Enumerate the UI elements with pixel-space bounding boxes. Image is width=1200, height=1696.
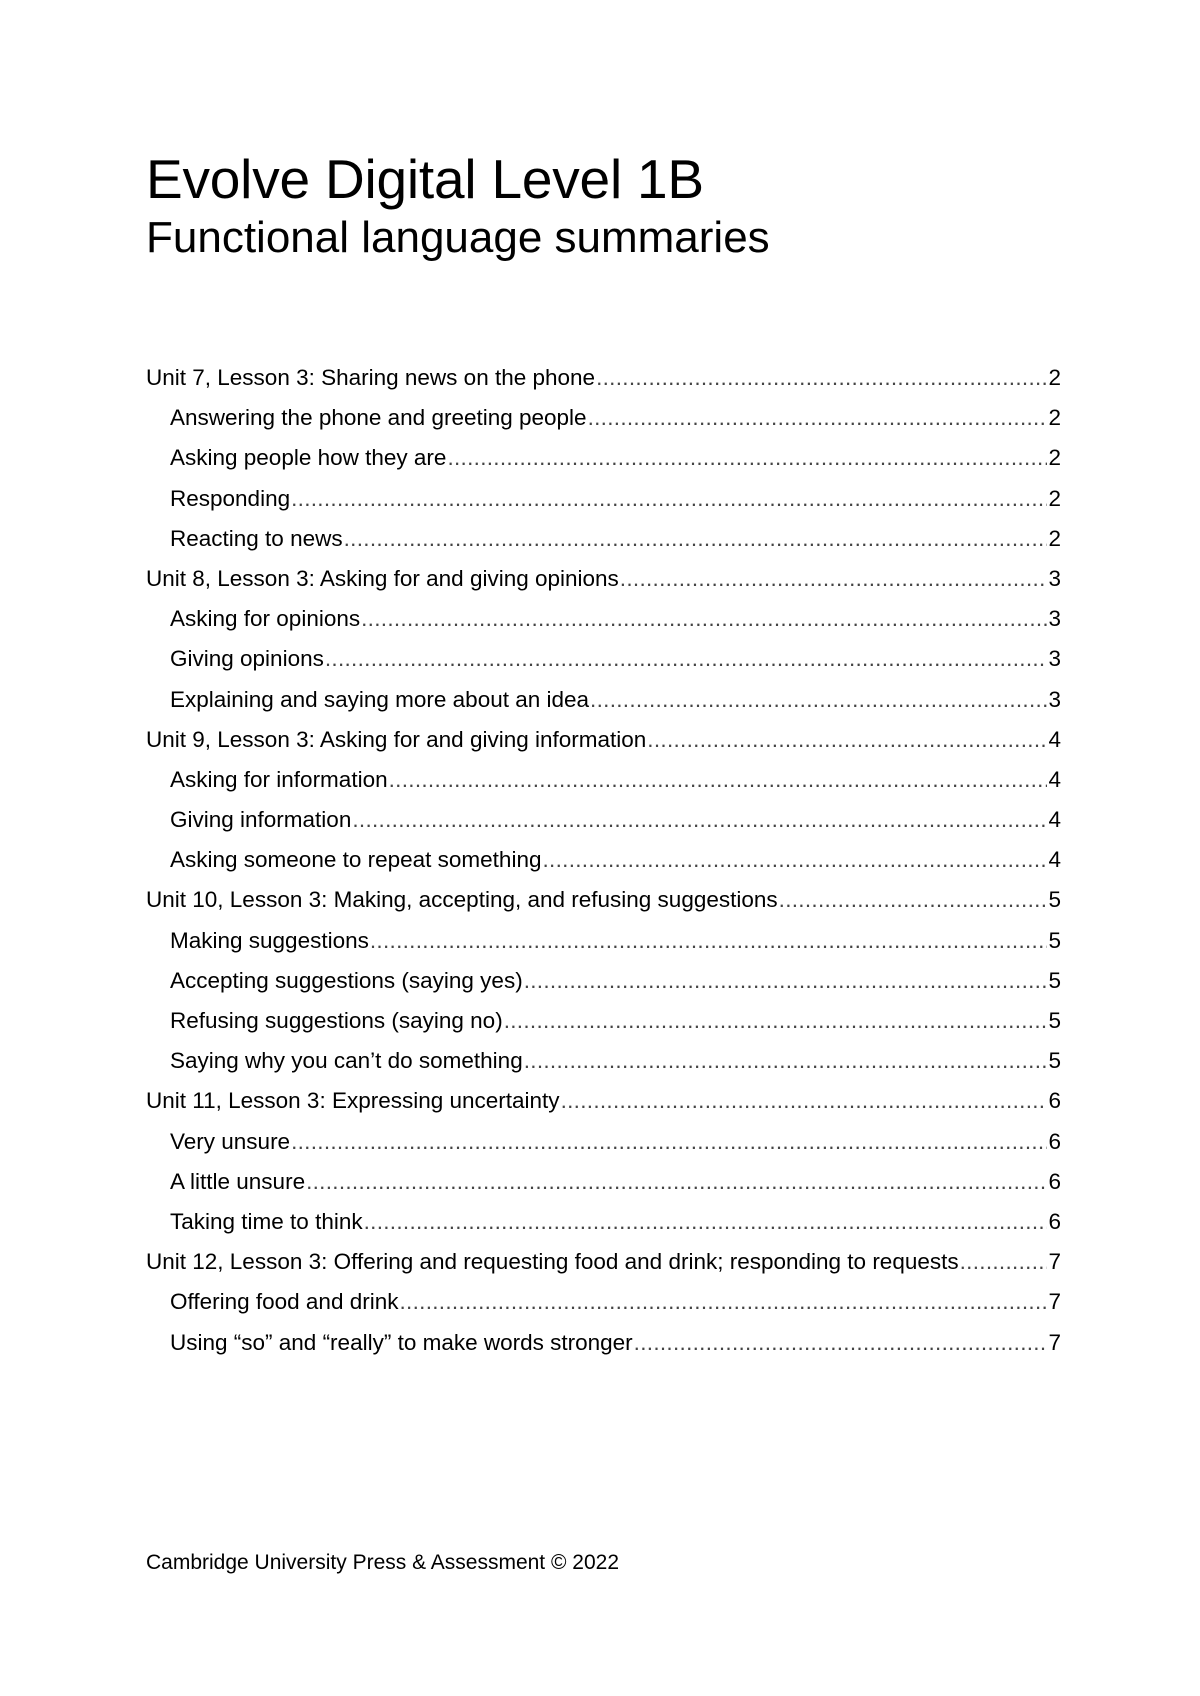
toc-entry-label: Asking for information [170, 766, 388, 792]
toc-page-number: 2 [1048, 525, 1061, 551]
toc-page-number: 2 [1048, 365, 1061, 390]
toc-dot-leader [399, 1282, 1047, 1322]
toc-page-number: 5 [1048, 967, 1061, 993]
toc-dot-leader [561, 1081, 1048, 1121]
footer-copyright: Cambridge University Press & Assessment © 2022 [146, 1551, 619, 1574]
toc-page-number: 3 [1048, 646, 1061, 672]
toc-dot-leader [447, 438, 1047, 478]
toc-page-number: 3 [1048, 686, 1061, 712]
toc-entry-label: Very unsure [170, 1128, 291, 1154]
toc-dot-leader [352, 800, 1047, 840]
toc-dot-leader [370, 921, 1048, 961]
toc-entry-label: A little unsure [170, 1168, 306, 1194]
toc-entry-label: Offering food and drink [170, 1289, 399, 1315]
toc-page-number: 2 [1048, 445, 1061, 471]
toc-section-entry[interactable] [146, 639, 1061, 679]
toc-section-entry[interactable] [146, 1323, 1061, 1363]
toc-section-entry[interactable] [146, 921, 1061, 961]
toc-page-number: 2 [1048, 405, 1061, 431]
toc-section-entry[interactable] [146, 1001, 1061, 1041]
toc-dot-leader [504, 1001, 1048, 1041]
toc-page-number: 6 [1048, 1128, 1061, 1154]
toc-dot-leader [960, 1242, 1048, 1282]
toc-page-number: 2 [1048, 485, 1061, 511]
toc-dot-leader [291, 479, 1047, 519]
toc-unit-entry[interactable] [146, 720, 1061, 760]
toc-entry-label: Unit 10, Lesson 3: Making, accepting, and refusing suggestions [146, 887, 778, 913]
toc-unit-entry[interactable] [146, 1081, 1061, 1121]
toc-section-entry[interactable] [146, 1162, 1061, 1202]
toc-entry-label: Accepting suggestions (saying yes) [170, 967, 523, 993]
toc-page-number: 6 [1048, 1168, 1061, 1194]
table-of-contents [146, 358, 1061, 1363]
toc-page-number: 5 [1048, 1048, 1061, 1074]
toc-page-number: 6 [1048, 1088, 1061, 1114]
toc-page-number: 3 [1048, 565, 1061, 591]
toc-dot-leader [647, 720, 1047, 760]
toc-entry-label: Asking for opinions [170, 606, 361, 632]
toc-entry-label: Unit 9, Lesson 3: Asking for and giving information [146, 726, 647, 752]
toc-entry-label: Giving opinions [170, 646, 324, 672]
toc-dot-leader [389, 760, 1048, 800]
toc-unit-entry[interactable] [146, 1242, 1061, 1282]
toc-section-entry[interactable] [146, 961, 1061, 1001]
toc-section-entry[interactable] [146, 840, 1061, 880]
toc-section-entry[interactable] [146, 1122, 1061, 1162]
toc-page-number: 5 [1048, 927, 1061, 953]
toc-section-entry[interactable] [146, 479, 1061, 519]
toc-entry-label: Saying why you can’t do something [170, 1048, 523, 1074]
toc-unit-entry[interactable] [146, 358, 1061, 398]
toc-dot-leader [344, 519, 1048, 559]
toc-entry-label: Reacting to news [170, 525, 343, 551]
document-subtitle: Functional language summaries [146, 213, 770, 262]
toc-entry-label: Responding [170, 485, 291, 511]
toc-unit-entry[interactable] [146, 559, 1061, 599]
toc-page-number: 7 [1048, 1249, 1061, 1275]
toc-section-entry[interactable] [146, 1202, 1061, 1242]
toc-dot-leader [779, 880, 1048, 920]
toc-dot-leader [596, 358, 1047, 398]
toc-entry-label: Unit 8, Lesson 3: Asking for and giving opinions [146, 565, 619, 591]
toc-entry-label: Making suggestions [170, 927, 369, 953]
toc-section-entry[interactable] [146, 398, 1061, 438]
toc-page-number: 7 [1048, 1289, 1061, 1315]
toc-page-number: 3 [1048, 606, 1061, 632]
toc-entry-label: Taking time to think [170, 1208, 363, 1234]
toc-dot-leader [542, 840, 1047, 880]
toc-dot-leader [325, 639, 1048, 679]
toc-section-entry[interactable] [146, 680, 1061, 720]
toc-page-number: 5 [1048, 1008, 1061, 1033]
toc-entry-label: Using “so” and “really” to make words stronger [170, 1329, 633, 1355]
toc-entry-label: Unit 12, Lesson 3: Offering and requesting food and drink; responding to requests [146, 1249, 959, 1275]
toc-entry-label: Asking someone to repeat something [170, 847, 542, 873]
toc-unit-entry[interactable] [146, 880, 1061, 920]
toc-dot-leader [364, 1202, 1048, 1242]
toc-page-number: 4 [1048, 847, 1061, 873]
toc-page-number: 7 [1048, 1329, 1061, 1355]
toc-dot-leader [634, 1323, 1048, 1363]
toc-dot-leader [361, 599, 1047, 639]
toc-entry-label: Unit 7, Lesson 3: Sharing news on the phone [146, 365, 596, 390]
toc-page-number: 4 [1048, 807, 1061, 833]
toc-section-entry[interactable] [146, 438, 1061, 478]
toc-dot-leader [291, 1122, 1047, 1162]
toc-section-entry[interactable] [146, 800, 1061, 840]
toc-section-entry[interactable] [146, 599, 1061, 639]
toc-page-number: 5 [1048, 887, 1061, 913]
toc-dot-leader [620, 559, 1048, 599]
toc-entry-label: Explaining and saying more about an idea [170, 686, 590, 712]
toc-page-number: 4 [1048, 726, 1061, 752]
toc-dot-leader [588, 398, 1048, 438]
toc-dot-leader [524, 1041, 1048, 1081]
toc-dot-leader [524, 961, 1048, 1001]
toc-section-entry[interactable] [146, 1041, 1061, 1081]
toc-entry-label: Giving information [170, 807, 352, 833]
toc-dot-leader [306, 1162, 1047, 1202]
toc-page-number: 6 [1048, 1208, 1061, 1234]
document-title: Evolve Digital Level 1B [146, 148, 704, 210]
toc-entry-label: Unit 11, Lesson 3: Expressing uncertainty [146, 1088, 560, 1114]
toc-entry-label: Answering the phone and greeting people [170, 405, 587, 431]
toc-entry-label: Asking people how they are [170, 445, 447, 471]
toc-section-entry[interactable] [146, 519, 1061, 559]
toc-section-entry[interactable] [146, 1282, 1061, 1322]
toc-page-number: 4 [1048, 766, 1061, 792]
toc-section-entry[interactable] [146, 760, 1061, 800]
toc-entry-label: Refusing suggestions (saying no) [170, 1008, 503, 1033]
toc-dot-leader [590, 680, 1047, 720]
